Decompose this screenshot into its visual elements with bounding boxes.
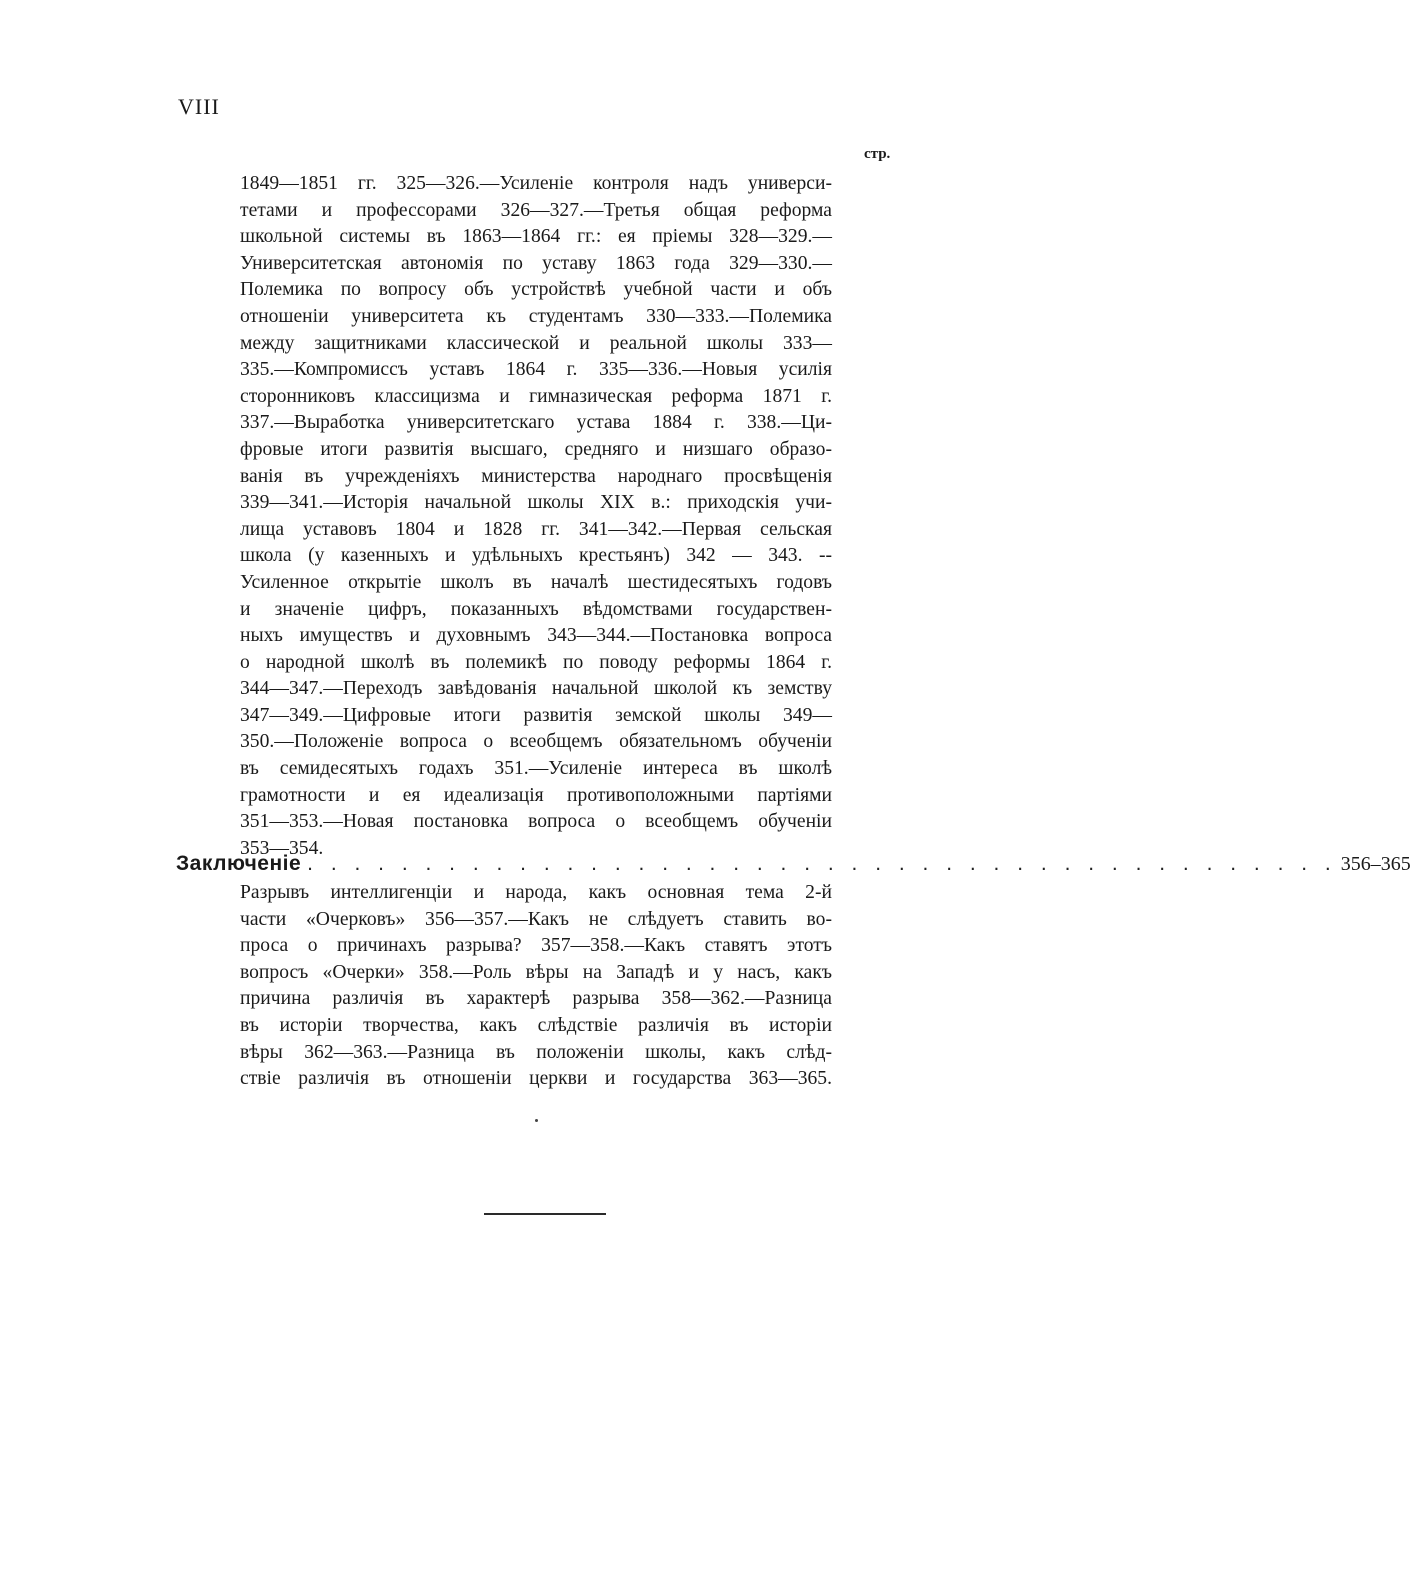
text-line: Усиленное открытіе школъ въ началѣ шестидесятыхъ годовъ	[240, 571, 832, 593]
text-line: въ семидесятыхъ годахъ 351.—Усиленіе интереса въ школѣ	[240, 758, 832, 780]
text-line: причина различія въ характерѣ разрыва 358—362.—Разница	[240, 988, 832, 1010]
text-line: и значеніе цифръ, показанныхъ вѣдомствами государствен-	[240, 598, 832, 620]
column-header-pages: стр.	[864, 146, 891, 162]
text-line: лища уставовъ 1804 и 1828 гг. 341—342.—Первая сельская	[240, 518, 832, 540]
text-line: части «Очерковъ» 356—357.—Какъ не слѣдуетъ ставить во-	[240, 908, 832, 930]
text-line: 353—354.	[240, 837, 324, 859]
toc-entry-conclusion	[176, 852, 1411, 876]
toc-entry-description-conclusion	[240, 880, 832, 1093]
text-line: Университетская автономія по уставу 1863 года 329—330.—	[240, 252, 832, 274]
text-line: ныхъ имуществъ и духовнымъ 343—344.—Постановка вопроса	[240, 625, 832, 647]
text-line: тетами и профессорами 326—327.—Третья общая реформа	[240, 199, 832, 221]
text-line: Полемика по вопросу объ устройствѣ учебной части и объ	[240, 279, 832, 301]
text-line: 347—349.—Цифровые итоги развитія земской школы 349—	[240, 704, 832, 726]
text-line: 351—353.—Новая постановка вопроса о всеобщемъ обученіи	[240, 811, 832, 833]
text-line: школьной системы въ 1863—1864 гг.: ея пріемы 328—329.—	[240, 226, 832, 248]
text-line: между защитниками классической и реальной школы 333—	[240, 332, 832, 354]
text-line: грамотности и ея идеализація противоположными партіями	[240, 784, 832, 806]
text-line: 335.—Компромиссъ уставъ 1864 г. 335—336.—Новыя усилія	[240, 359, 832, 381]
text-line: 1849—1851 гг. 325—326.—Усиленіе контроля надъ универси-	[240, 173, 832, 194]
stray-dot-mark	[535, 1119, 538, 1122]
dot-leader: . . . . . . . . . . . . . . . . . . . . . . . . . . . . . . . . . . . . . . . . . . . .	[307, 852, 1337, 875]
end-rule-divider	[484, 1213, 606, 1215]
text-line: ствіе различія въ отношеніи церкви и государства 363—365.	[240, 1068, 832, 1090]
toc-entry-title: Заключеніе	[176, 852, 302, 875]
text-line: въ исторіи творчества, какъ слѣдствіе различія въ исторіи	[240, 1014, 832, 1036]
text-line: отношеніи университета къ студентамъ 330—333.—Полемика	[240, 305, 832, 327]
text-line: ванія въ учрежденіяхъ министерства народнаго просвѣщенія	[240, 465, 832, 487]
text-line: школа (у казенныхъ и удѣльныхъ крестьянъ) 342 — 343. --	[240, 545, 832, 567]
page-number: VIII	[178, 94, 220, 119]
text-line: сторонниковъ классицизма и гимназическая реформа 1871 г.	[240, 385, 832, 407]
text-line: 337.—Выработка университетскаго устава 1884 г. 338.—Ци-	[240, 412, 832, 434]
text-line: 339—341.—Исторія начальной школы XIX в.: приходскія учи-	[240, 492, 832, 514]
text-line: Разрывъ интеллигенціи и народа, какъ основная тема 2-й	[240, 882, 832, 903]
text-line: фровые итоги развитія высшаго, средняго и низшаго образо-	[240, 438, 832, 460]
text-line: 344—347.—Переходъ завѣдованія начальной школой къ земству	[240, 678, 832, 700]
toc-entry-description-continued	[240, 171, 832, 862]
text-line: вопросъ «Очерки» 358.—Роль вѣры на Западѣ и у насъ, какъ	[240, 961, 832, 983]
text-line: проса о причинахъ разрыва? 357—358.—Какъ ставятъ этотъ	[240, 935, 832, 957]
toc-entry-page-range: 356–365	[1340, 853, 1411, 875]
text-line: вѣры 362—363.—Разница въ положеніи школы, какъ слѣд-	[240, 1041, 832, 1063]
text-line: о народной школѣ въ полемикѣ по поводу реформы 1864 г.	[240, 651, 832, 673]
text-line: 350.—Положеніе вопроса о всеобщемъ обязательномъ обученіи	[240, 731, 832, 753]
